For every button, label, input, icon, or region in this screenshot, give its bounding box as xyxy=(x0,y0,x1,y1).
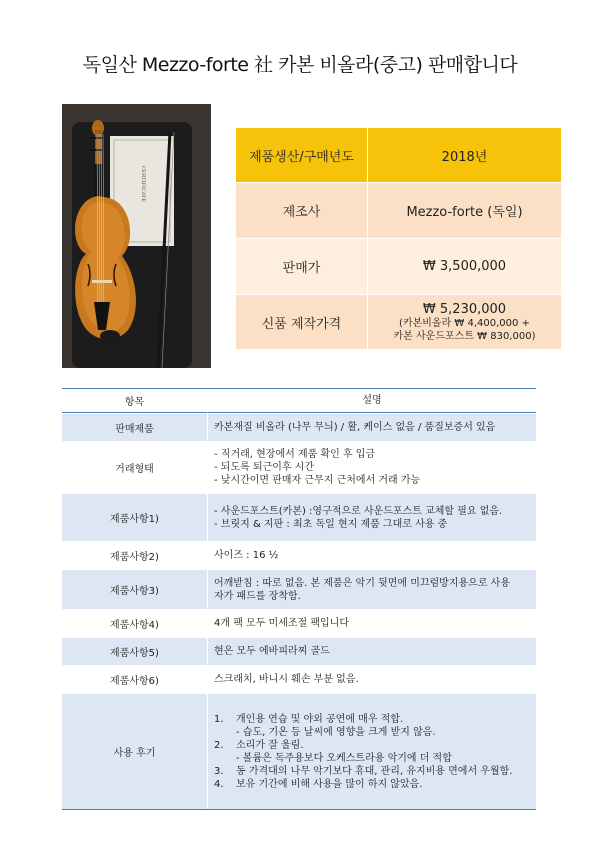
spec-row-review xyxy=(62,693,536,809)
spec-row xyxy=(62,665,536,693)
spec-key: 제품사항3) xyxy=(62,570,208,609)
spec-value xyxy=(208,494,536,541)
spec-value xyxy=(208,570,536,609)
review-sub: - 볼륨은 독주용보다 오케스트라용 악기에 더 적합 xyxy=(236,752,452,764)
spec-key: 거래형태 xyxy=(62,442,208,493)
viola-photo xyxy=(62,104,211,368)
spec-row xyxy=(62,441,536,493)
info-row-price xyxy=(236,238,561,294)
review-list xyxy=(208,694,536,809)
new-price-value: ₩ 5,230,000 xyxy=(422,301,507,317)
certificate-text: CERTIFICATE xyxy=(140,165,146,203)
review-item xyxy=(214,765,536,778)
review-text: 동 가격대의 나무 악기보다 휴대, 관리, 유지비용 면에서 우월함. xyxy=(236,765,513,777)
review-item xyxy=(214,739,536,752)
info-value-group xyxy=(367,294,561,349)
spec-header-desc: 설명 xyxy=(208,389,536,413)
spec-row xyxy=(62,609,536,637)
spec-row xyxy=(62,637,536,665)
info-row-year xyxy=(236,128,561,182)
review-text: 보유 기간에 비해 사용을 많이 하지 않았음. xyxy=(236,778,423,790)
page-title: 독일산 Mezzo-forte 社 카본 비올라(중고) 판매합니다 xyxy=(82,54,518,76)
spec-key: 제품사항5) xyxy=(62,638,208,665)
spec-row xyxy=(62,493,536,541)
info-key: 제품생산/구매년도 xyxy=(236,128,367,182)
review-num: 3. xyxy=(214,765,224,777)
new-price-detail-1: (카본비올라 ₩ 4,400,000 + xyxy=(399,317,530,329)
spec-line: 어깨받침 : 따로 없음. 본 제품은 악기 뒷면에 미끄럼방지용으로 사용 xyxy=(214,577,510,589)
spec-key: 제품사항4) xyxy=(62,610,208,637)
review-text: 개인용 연습 및 야외 공연에 매우 적합. xyxy=(236,713,404,725)
info-key: 판매가 xyxy=(236,238,367,294)
info-value: Mezzo-forte (독일) xyxy=(367,182,561,238)
info-value: 2018년 xyxy=(367,128,561,182)
spec-key: 제품사항1) xyxy=(62,494,208,541)
spec-line: - 되도록 퇴근이후 시간 xyxy=(214,462,315,473)
spec-key: 사용 후기 xyxy=(62,694,208,809)
spec-line: 사이즈 : 16 ½ xyxy=(214,550,279,561)
spec-line: 자가 패드를 장착함. xyxy=(214,590,301,602)
spec-line: - 브릿지 & 지판 : 최초 독일 현지 제품 그대로 사용 중 xyxy=(214,518,448,530)
info-row-maker xyxy=(236,182,561,238)
review-item xyxy=(214,778,536,791)
spec-value xyxy=(208,442,536,493)
viola-image xyxy=(62,104,211,368)
spec-value xyxy=(208,638,536,665)
spec-row xyxy=(62,541,536,569)
spec-key: 제품사항2) xyxy=(62,542,208,569)
spec-value xyxy=(208,666,536,693)
info-value: ₩ 3,500,000 xyxy=(367,238,561,294)
spec-header-row xyxy=(62,389,536,413)
spec-key: 판매제품 xyxy=(62,414,208,441)
spec-value xyxy=(208,414,536,441)
spec-row xyxy=(62,569,536,609)
spec-line: 카본재질 비올라 (나무 무늬) / 활, 케이스 없음 / 품질보증서 있음 xyxy=(214,422,496,433)
info-key: 신품 제작가격 xyxy=(236,294,367,349)
spec-key: 제품사항6) xyxy=(62,666,208,693)
spec-line: - 사운드포스트(카본) :영구적으로 사운드포스트 교체할 필요 없음. xyxy=(214,505,503,517)
new-price-detail-2: 카본 사운드포스트 ₩ 830,000) xyxy=(393,330,536,342)
review-sub: - 습도, 기온 등 날씨에 영향을 크게 받지 않음. xyxy=(236,726,436,738)
spec-value xyxy=(208,610,536,637)
spec-line: 현은 모두 에바피라찌 골드 xyxy=(214,646,330,657)
spec-line: 4개 팩 모두 미세조절 팩입니다 xyxy=(214,618,349,629)
review-item xyxy=(214,713,536,726)
review-num: 1. xyxy=(214,713,224,725)
review-num: 2. xyxy=(214,739,224,751)
sale-info-table xyxy=(236,128,561,349)
spec-header-item: 항목 xyxy=(62,389,208,413)
spec-row xyxy=(62,413,536,441)
spec-value xyxy=(208,542,536,569)
spec-line: - 낮시간이면 판매자 근무지 근처에서 거래 가능 xyxy=(214,475,421,486)
spec-table xyxy=(62,388,536,810)
spec-line: - 직거래, 현장에서 제품 확인 후 입금 xyxy=(214,449,376,460)
review-num: 4. xyxy=(214,778,224,790)
review-text: 소리가 잘 울림. xyxy=(236,739,304,751)
info-row-new-price xyxy=(236,294,561,349)
info-key: 제조사 xyxy=(236,182,367,238)
spec-line: 스크래치, 바니시 훼손 부분 없음. xyxy=(214,674,359,685)
